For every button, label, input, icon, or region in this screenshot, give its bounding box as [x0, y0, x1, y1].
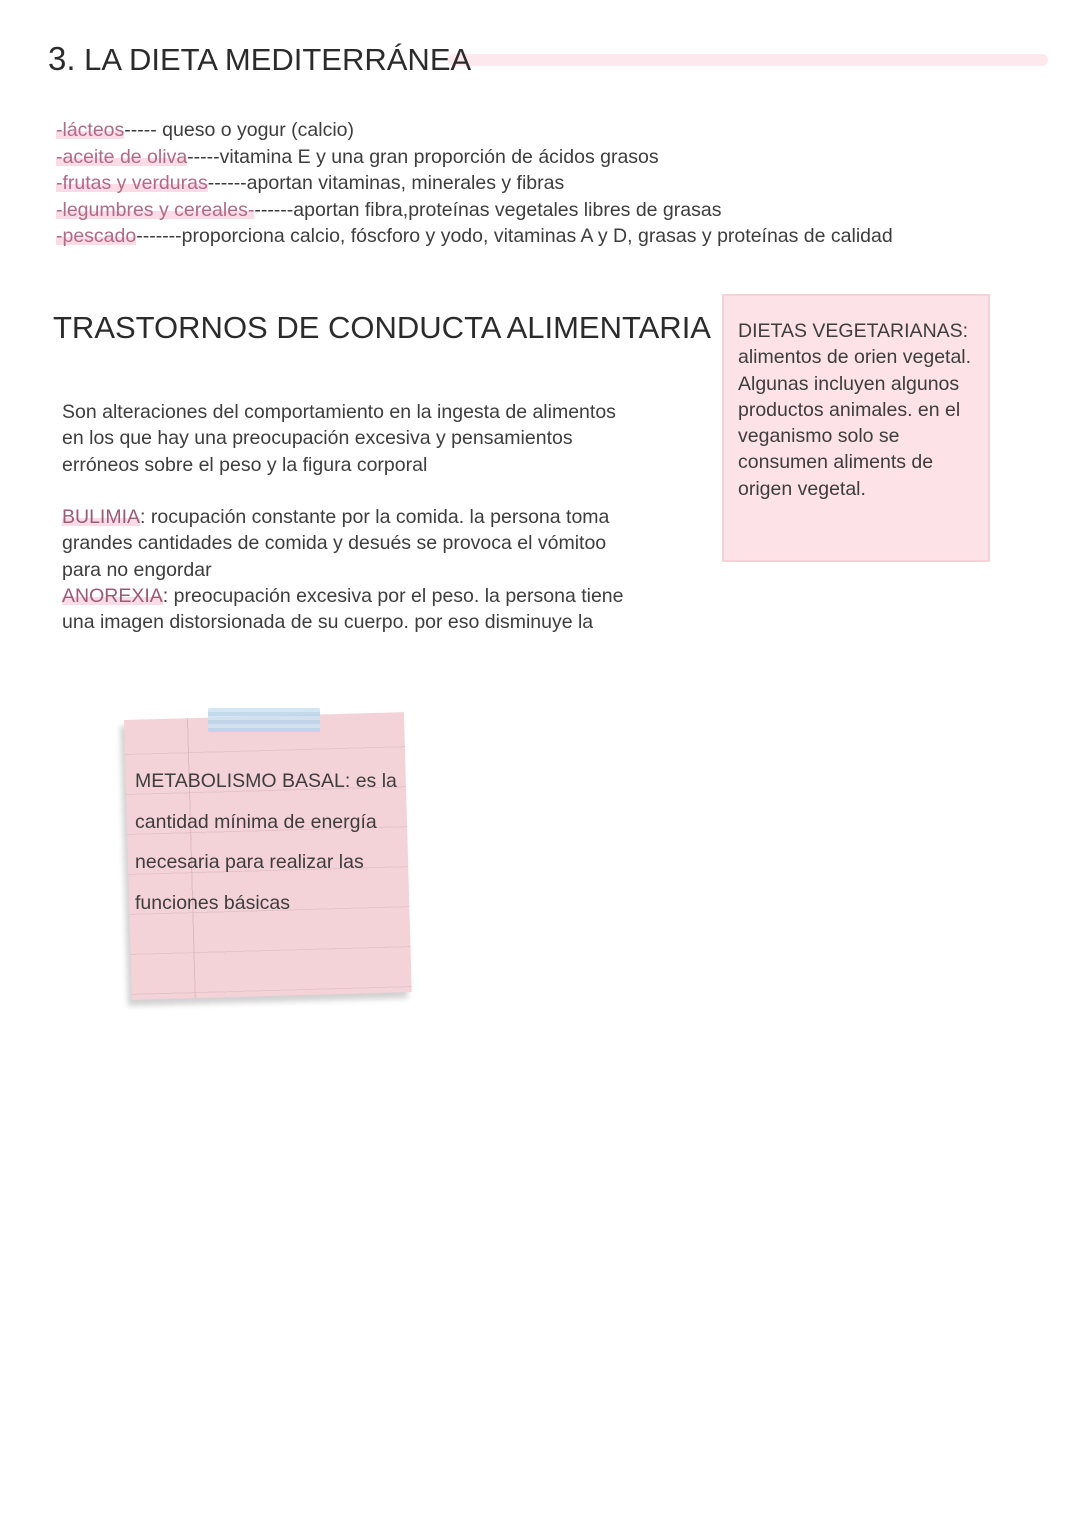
- vegetarian-diets-box: [722, 294, 990, 562]
- diet-item-term: -pescado: [56, 225, 137, 247]
- diet-item-term: -frutas y verduras: [56, 172, 208, 194]
- diet-list: [56, 117, 893, 250]
- title-underline-bar: [448, 54, 1048, 66]
- bulimia-term: BULIMIA: [62, 506, 141, 528]
- section-number: 3.: [48, 40, 76, 77]
- sticky-note-text: METABOLISMO BASAL: es la cantidad mínima de energía necesaria para realizar las funciones básicas: [135, 770, 397, 914]
- diet-item-term: -legumbres y cereales-: [56, 198, 255, 221]
- disorders-intro: Son alteraciones del comportamiento en la ingesta de alimentos en los que hay una preocupación excesiva y pensamientos erróneos sobre el peso y la figura corporal: [62, 401, 616, 476]
- anorexia-paragraph: [62, 583, 642, 636]
- tape-strip: [208, 708, 320, 732]
- diet-item: [56, 117, 893, 144]
- section-title-text: LA DIETA MEDITERRÁNEA: [84, 42, 472, 77]
- anorexia-text: : preocupación excesiva por el peso. la persona tiene una imagen distorsionada de su cuerpo. por eso disminuye la: [62, 585, 624, 634]
- diet-item: [56, 223, 893, 250]
- diet-item: [56, 197, 893, 224]
- diet-item-term: -lácteos: [56, 119, 125, 141]
- vegetarian-diets-text: DIETAS VEGETARIANAS: alimentos de orien vegetal. Algunas incluyen algunos productos animales. en el veganismo solo se consumen aliments de origen vegetal.: [738, 320, 972, 500]
- disorders-heading: TRASTORNOS DE CONDUCTA ALIMENTARIA: [53, 310, 711, 345]
- diet-item-desc: ------aportan vitaminas, minerales y fibras: [207, 172, 565, 194]
- diet-item: [56, 144, 893, 171]
- anorexia-term: ANOREXIA: [62, 585, 163, 607]
- bulimia-paragraph: [62, 504, 642, 583]
- diet-item: [56, 170, 893, 197]
- diet-item-desc: -------proporciona calcio, fóscforo y yodo, vitaminas A y D, grasas y proteínas de calidad: [136, 225, 893, 247]
- diet-item-desc: ----- queso o yogur (calcio): [124, 119, 355, 141]
- bulimia-text: : rocupación constante por la comida. la persona toma grandes cantidades de comida y desués se provoca el vómitoo para no engordar: [62, 506, 610, 581]
- diet-item-term: -aceite de oliva: [56, 145, 188, 168]
- section-title: [48, 40, 471, 78]
- diet-item-desc: ------aportan fibra,proteínas vegetales libres de grasas: [254, 198, 722, 221]
- diet-item-desc: -----vitamina E y una gran proporción de ácidos grasos: [187, 145, 659, 168]
